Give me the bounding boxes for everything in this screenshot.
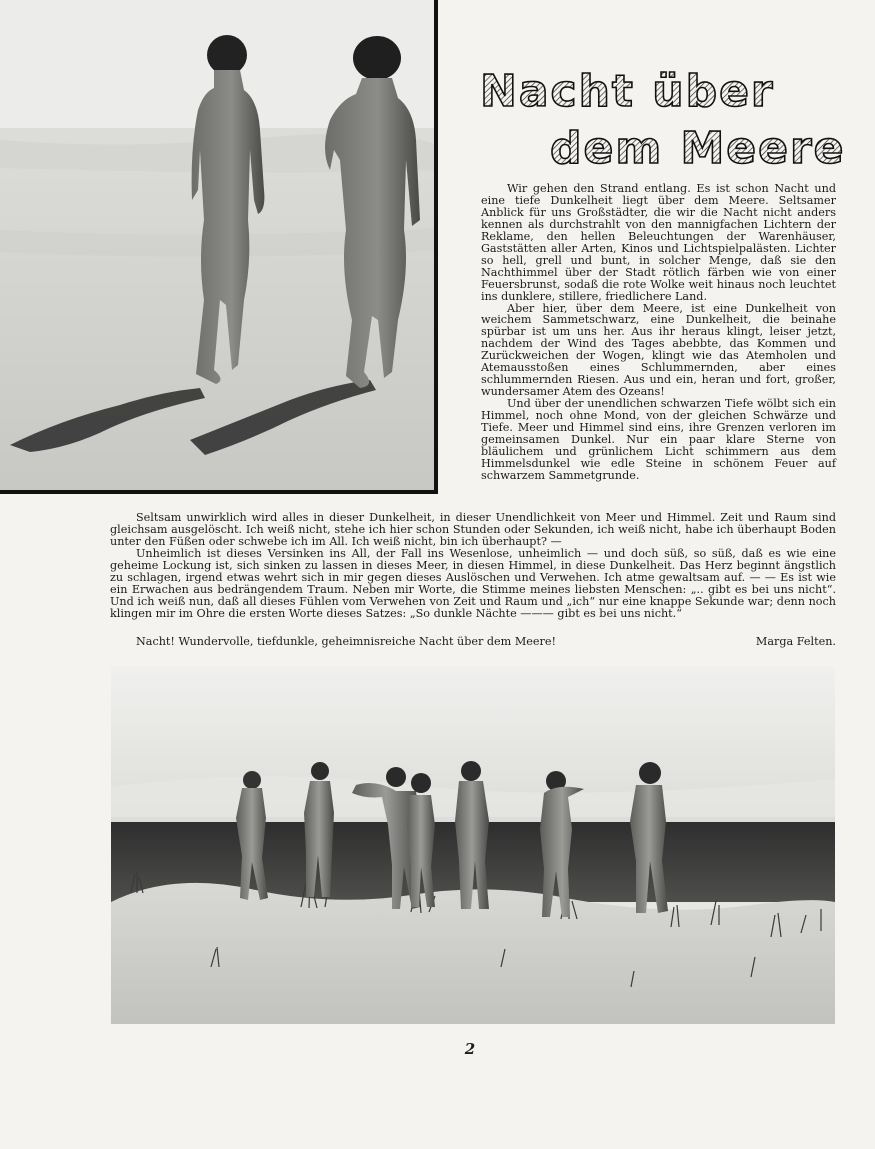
page-number: 2 (464, 1040, 476, 1058)
headline (470, 62, 850, 172)
dune-photo-illustration (111, 667, 835, 1024)
paragraph: Wir gehen den Strand entlang. Es ist schon Nacht und eine tiefe Dunkelheit liegt über dem Meere. Seltsamer Anblick für uns Großstädter, die wir die Nacht nicht anders kennen als durchstrahlt von den mannigfachen Lichtern der Reklame, den hellen Beleuchtungen der Warenhäuser, Gaststätten aller Arten, Kinos und Lichtspielpalästen. Lichter so hell, grell und bunt, in solcher Menge, daß sie den Nachthimmel über der Stadt rötlich färben wie von einer Feuersbrunst, sodaß die rote Wolke weit hinaus noch leuchtet ins dunklere, stillere, friedlichere Land. (481, 182, 836, 303)
paragraph: Seltsam unwirklich wird alles in dieser Dunkelheit, in dieser Unendlichkeit von Meer und Himmel. Zeit und Raum sind gleichsam ausgelöscht. Ich weiß nicht, stehe ich hier schon Stunden oder Sekunden, ich weiß nicht, habe ich überhaupt Boden unter den Füßen oder schwebe ich im All. Ich weiß nicht, bin ich überhaupt? — (110, 511, 836, 548)
author-name: Marga Felten. (755, 635, 836, 648)
article-full-width (110, 512, 836, 620)
paragraph: Aber hier, über dem Meere, ist eine Dunkelheit von weichem Sammetschwarz, eine Dunkelheit, die beinahe spürbar ist um uns her. Aus ihr heraus klingt, leiser jetzt, nachdem der Wind des Tages abebbte, das Kommen und Zurückweichen der Wogen, klingt wie das Atemholen und Atemausstoßen eines Schlummernden, aber eines schlummernden Riesen. Aus und ein, heran und fort, großer, wundersamer Atem des Ozeans! (481, 301, 836, 399)
closing-line: Nacht! Wundervolle, tiefdunkle, geheimnisreiche Nacht über dem Meere! (136, 635, 557, 648)
headline-outline-lettering (470, 62, 850, 172)
paragraph: Und über der unendlichen schwarzen Tiefe wölbt sich ein Himmel, noch ohne Mond, von der gleichen Schwärze und Tiefe. Meer und Himmel sind eins, ihre Grenzen verloren im gemeinsamen Dunkel. Nur ein paar klare Sterne von bläulichem und grünlichem Licht schimmern aus dem Himmelsdunkel wie edle Steine in schönem Feuer auf schwarzem Sammetgrunde. (481, 397, 836, 482)
beach-photo-illustration (0, 0, 438, 494)
beach-photo-two-women (0, 0, 438, 494)
paragraph: Unheimlich ist dieses Versinken ins All, der Fall ins Wesenlose, unheimlich — und doch süß, so süß, daß es wie eine geheime Lockung ist, sich sinken zu lassen in dieses Meer, in diesen Himmel, in diese Dunkelheit. Das Herz beginnt ängstlich zu schlagen, irgend etwas wehrt sich in mir gegen dieses Auslöschen und Verwehen. Ich atme gewaltsam auf. — — Es ist wie ein Erwachen aus bedrängendem Traum. Neben mir Worte, die Stimme meines liebsten Menschen: „.. gibt es bei uns nicht“. Und ich weiß nun, daß all dieses Fühlen vom Verwehen von Zeit und Raum und „ich“ nur eine knappe Sekunde war; denn noch klingen mir im Ohre die ersten Worte dieses Satzes: „So dunkle Nächte ——— gibt es bei uns nicht.“ (110, 546, 836, 620)
headline-line-2: dem Meere (550, 123, 846, 172)
dune-group-photo (111, 667, 835, 1024)
headline-line-1: Nacht über (480, 66, 775, 117)
article-right-column (481, 183, 836, 482)
